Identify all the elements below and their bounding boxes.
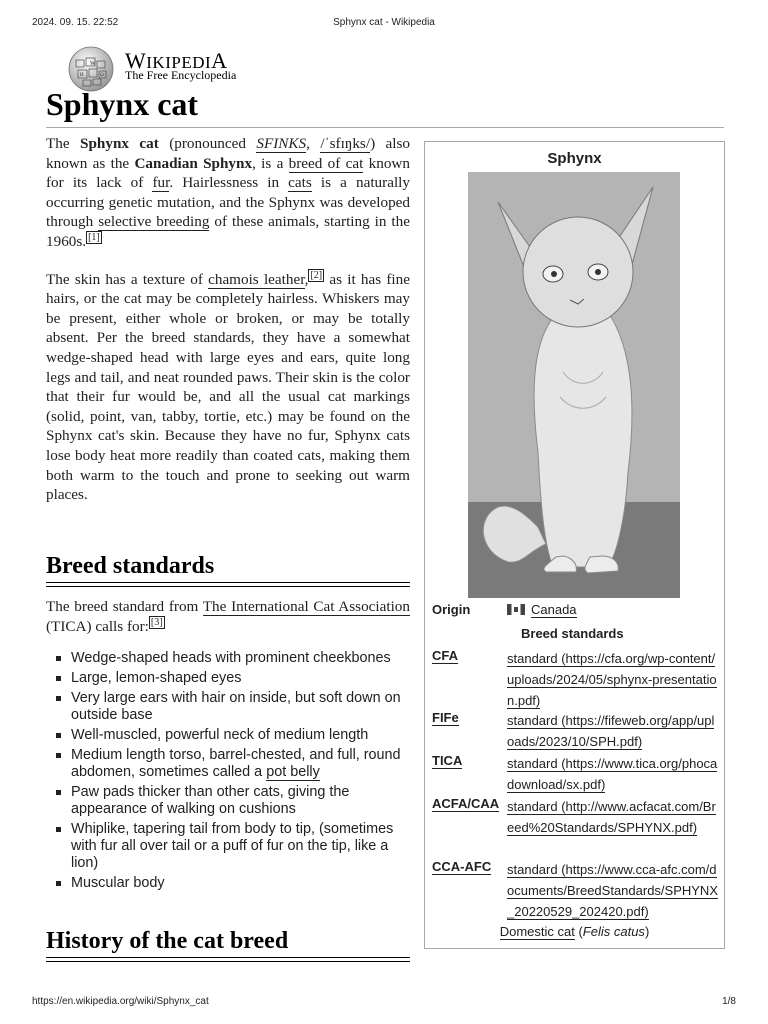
- list-item: Very large ears with hair on inside, but soft down on outside base: [50, 690, 410, 724]
- svg-text:W: W: [90, 61, 96, 67]
- list-item: Wedge-shaped heads with prominent cheekbones: [50, 650, 410, 667]
- infobox: [424, 141, 725, 949]
- svg-text:Ω: Ω: [100, 73, 104, 78]
- cats-link[interactable]: cats: [288, 174, 312, 192]
- origin-label: Origin: [432, 602, 471, 617]
- acfa-label[interactable]: ACFA/CAA: [432, 796, 500, 811]
- tica-link[interactable]: The International Cat Association: [202, 598, 410, 615]
- fife-label[interactable]: FIFe: [432, 710, 459, 725]
- acfa-standard-link[interactable]: standard (http://www.acfacat.com/Breed%20Standards/SPHYNX.pdf): [507, 799, 716, 835]
- list-item: Medium length torso, barrel-chested, and full, round abdomen, sometimes called a pot belly: [50, 747, 410, 781]
- fife-standard-link[interactable]: standard (https://fifeweb.org/app/uploads/2023/10/SPH.pdf): [507, 713, 715, 749]
- section-divider: [46, 957, 410, 962]
- breed-standards-heading: Breed standards: [46, 553, 215, 579]
- infobox-footer: Domestic cat (Felis catus): [499, 924, 650, 939]
- infobox-title: Sphynx: [547, 150, 602, 167]
- list-item: Well-muscled, powerful neck of medium length: [50, 727, 410, 744]
- list-item: Paw pads thicker than other cats, giving the appearance of walking on cushions: [50, 784, 410, 818]
- cca-label[interactable]: CCA-AFC: [432, 859, 492, 874]
- tica-paragraph: The breed standard from The International Cat Association (TICA) calls for: [3]: [46, 598, 410, 635]
- pronunciation-link[interactable]: SFINKS: [256, 135, 307, 152]
- pot-belly-link[interactable]: pot belly: [266, 764, 320, 780]
- infobox-breed-standards-header: Breed standards: [521, 626, 624, 641]
- print-footer: [32, 996, 736, 1007]
- history-heading: History of the cat breed: [46, 928, 289, 954]
- tica-standard-link[interactable]: standard (https://www.tica.org/phocadownload/sx.pdf): [507, 756, 718, 792]
- list-item: Whiplike, tapering tail from body to tip, (sometimes with fur all over tail or a puff of fur on the tip, like a lion): [50, 821, 410, 872]
- selective-breeding-link[interactable]: selective breeding: [98, 213, 210, 231]
- print-url: https://en.wikipedia.org/wiki/Sphynx_cat: [32, 996, 209, 1007]
- title-divider-right: [416, 127, 724, 128]
- breed-standards-list: [50, 650, 410, 895]
- sphynx-cat-photo[interactable]: [468, 172, 680, 598]
- canada-flag-icon: [507, 604, 525, 615]
- page-title: Sphynx cat: [46, 86, 199, 122]
- domestic-cat-link[interactable]: Domestic cat: [499, 924, 575, 939]
- ipa-link[interactable]: /ˈsfɪŋks/: [320, 135, 371, 152]
- skin-paragraph: The skin has a texture of chamois leather, [2] as it has fine hairs, or the cat may be completely hairless. Whiskers may be present, either whole or broken, or may be totally absent. Per the breed standards, they have a somewhat wedge-shaped head with large eyes and ears, quite long legs and tail, and neat rounded paws. Their skin is the color that their fur would be, and all the usual cat markings (solid, point, van, tabby, tortie, etc.) may be found on the Sphynx cat's skin. Because they have no fur, Sphynx cats lose body heat more readily than coated cats, making them both warm to the touch and prone to seeking out warm places.: [46, 269, 410, 504]
- canada-link[interactable]: Canada: [531, 602, 577, 617]
- intro-paragraph: The Sphynx cat (pronounced SFINKS, /ˈsfɪŋks/) also known as the Canadian Sphynx, is a breed of cat known for its lack of fur. Hairlessness in cats is a naturally occurring genetic mutation, and the Sphynx was developed through selective breeding of these animals, starting in the 1960s. [1]: [46, 135, 410, 250]
- print-page-number: 1/8: [722, 996, 736, 1007]
- section-divider: [46, 582, 410, 587]
- chamois-leather-link[interactable]: chamois leather: [208, 270, 305, 288]
- svg-text:И: И: [80, 73, 84, 78]
- fur-link[interactable]: fur: [152, 174, 170, 192]
- cca-standard-link[interactable]: standard (https://www.cca-afc.com/documents/BreedStandards/SPHYNX_20220529_202420.pdf): [507, 862, 718, 919]
- reference-3[interactable]: [3]: [150, 616, 163, 628]
- print-tab-title: Sphynx cat - Wikipedia: [333, 17, 435, 28]
- breed-of-cat-link[interactable]: breed of cat: [288, 154, 364, 172]
- reference-1[interactable]: [1]: [88, 231, 100, 243]
- reference-2[interactable]: [2]: [310, 269, 323, 281]
- wikipedia-tagline: The Free Encyclopedia: [125, 68, 237, 82]
- cfa-standard-link[interactable]: standard (https://cfa.org/wp-content/uploads/2024/05/sphynx-presentation.pdf): [507, 651, 717, 708]
- wikipedia-wordmark[interactable]: WIKIPEDIA: [125, 48, 228, 73]
- list-item: Large, lemon-shaped eyes: [50, 670, 410, 687]
- article-body: [46, 134, 410, 505]
- print-datetime: 2024. 09. 15. 22:52: [32, 17, 119, 28]
- title-divider: [46, 127, 416, 128]
- list-item: Muscular body: [50, 875, 410, 892]
- cfa-label[interactable]: CFA: [432, 648, 458, 663]
- tica-label[interactable]: TICA: [432, 753, 463, 768]
